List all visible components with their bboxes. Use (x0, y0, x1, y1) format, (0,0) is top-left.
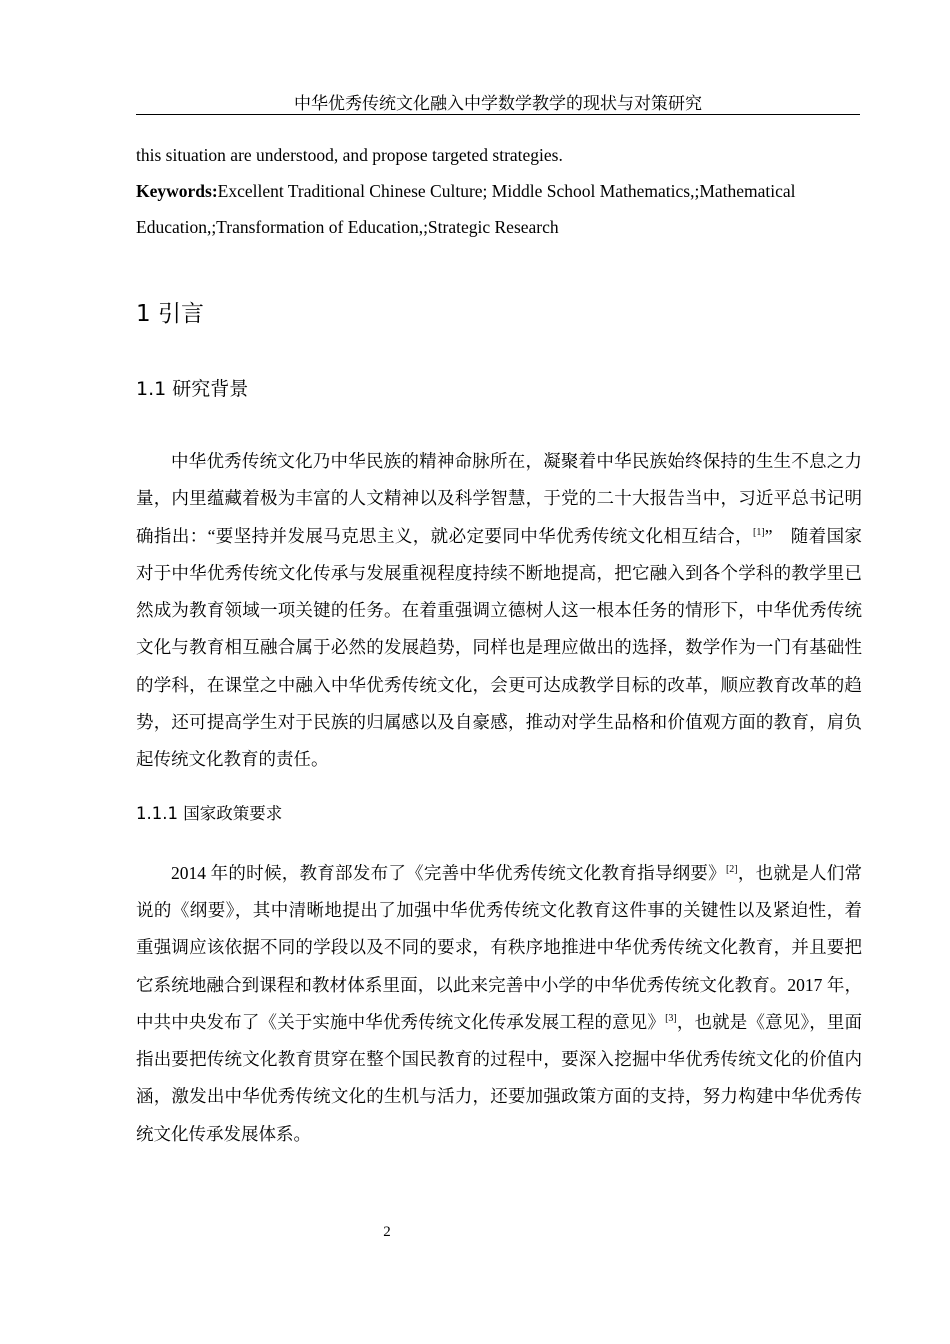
page-content (136, 137, 862, 1153)
paragraph-text: 2014 年的时候，教育部发布了《完善中华优秀传统文化教育指导纲要》 (171, 862, 726, 883)
paragraph-text: ，也就是《意见》，里面指出要把传统文化教育贯穿在整个国民教育的过程中，要深入挖掘中华优秀传统文化的价值内涵，激发出中华优秀传统文化的生机与活力，还要加强政策方面的支持，努力构建中华优秀传统文化传承发展体系。 (136, 1011, 863, 1144)
paragraph-text: ” 随着国家对于中华优秀传统文化传承与发展重视程度持续不断地提高，把它融入到各个学科的教学里已然成为教育领域一项关键的任务。在着重强调立德树人这一根本任务的情形下，中华优秀传统文化与教育相互融合属于必然的发展趋势，同样也是理应做出的选择，数学作为一门有基础性的学科，在课堂之中融入中华优秀传统文化，会更可达成教学目标的改革，顺应教育改革的趋势，还可提高学生对于民族的归属感以及自豪感，推动对学生品格和价值观方面的教育，肩负起传统文化教育的责任。 (136, 525, 862, 770)
paragraph-text: ，也就是人们常说的《纲要》，其中清晰地提出了加强中华优秀传统文化教育这件事的关键性以及紧迫性，着重强调应该依据不同的学段以及不同的要求，有秩序地推进中华优秀传统文化教育，并且要把它系统地融合到课程和教材体系里面，以此来完善中小学的中华优秀传统文化教育。2017 年，中共中央发布了《关于实施中华优秀传统文化传承发展工程的意见》 (136, 862, 863, 1032)
keywords-label: Keywords: (136, 181, 218, 201)
paragraph-text: 中华优秀传统文化乃中华民族的精神命脉所在，凝聚着中华民族始终保持的生生不息之力量，内里蕴藏着极为丰富的人文精神以及科学智慧，于党的二十大报告当中，习近平总书记明确指出：“要坚持并发展马克思主义，就必定要同中华优秀传统文化相互结合， (136, 451, 862, 546)
section-heading-1-1: 1.1 研究背景 (136, 378, 249, 400)
keywords-text: Excellent Traditional Chinese Culture; Middle School Mathematics,;Mathematical Education,;Transformation of Education,;Strategic Research (136, 181, 796, 237)
paragraph-research-background (136, 443, 862, 779)
keywords-paragraph (136, 173, 862, 245)
page-number: 2 (383, 1224, 391, 1240)
section-heading-1-1-1: 1.1.1 国家政策要求 (136, 803, 283, 823)
running-header: 中华优秀传统文化融入中学数学教学的现状与对策研究 (294, 94, 702, 113)
citation-marker: [2] (725, 863, 738, 875)
abstract-continuation: this situation are understood, and propose targeted strategies. (136, 145, 563, 165)
citation-marker: [1] (753, 526, 765, 538)
section-heading-1: 1 引言 (136, 301, 204, 327)
citation-marker: [3] (665, 1013, 677, 1025)
header-rule (136, 114, 860, 115)
paragraph-policy-requirements (136, 855, 862, 1153)
